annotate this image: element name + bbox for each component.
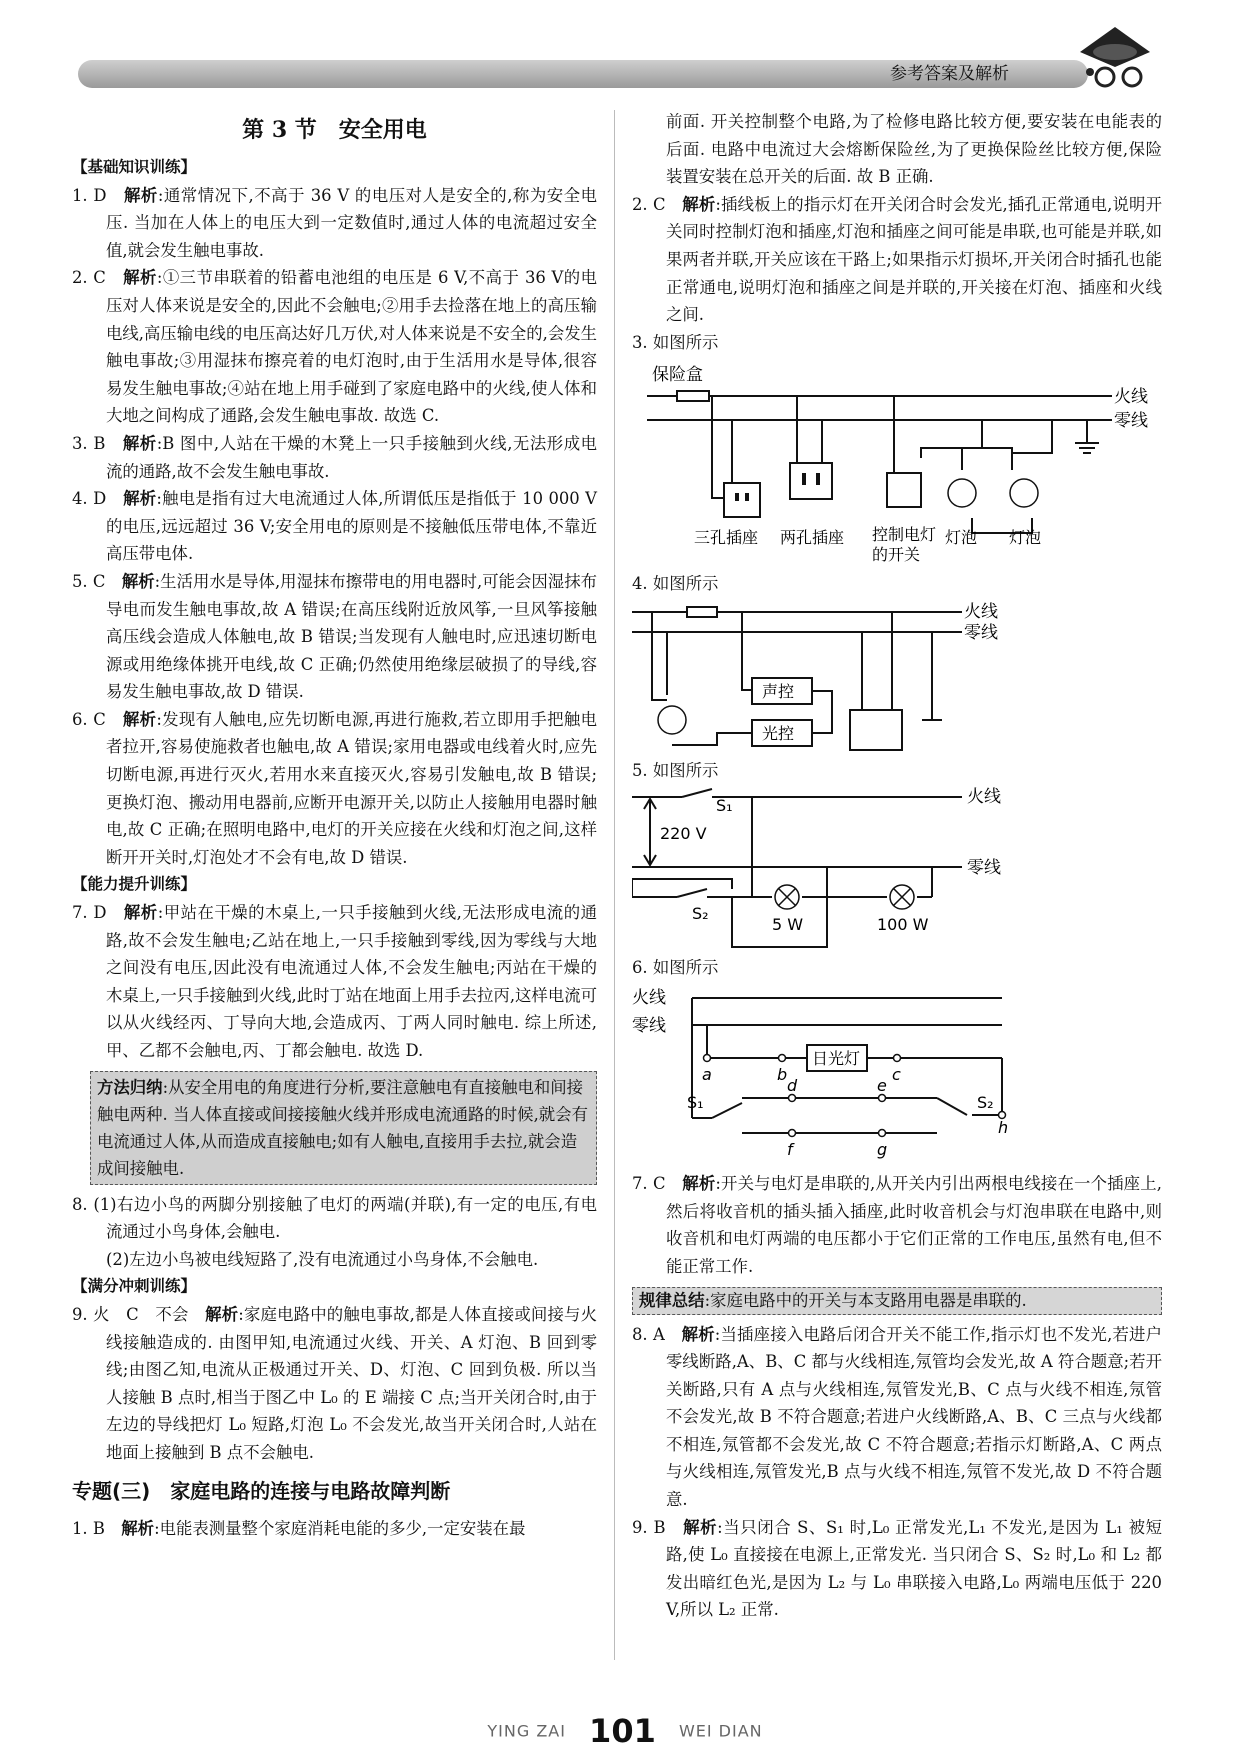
- fig4-light-control: 光控: [762, 723, 795, 743]
- fig6-s2-label: S₂: [977, 1093, 994, 1113]
- fig3-label-lamp-2: 灯泡: [1009, 528, 1042, 548]
- section-sprint: 【满分冲刺训练】: [72, 1277, 197, 1296]
- fig6-point-h: h: [998, 1118, 1009, 1138]
- fig5-power-1: 5 W: [772, 914, 804, 934]
- answer-2: 2. C 解析:①三节串联着的铅蓄电池组的电压是 6 V,不高于 36 V的电压对人体来说是安全的,因此不会触电;②用手去捡落在地上的高压输电线,高压输电线的电压高达好几万伏,对人体来说是不安全的,会发生触电事故;③用湿抹布擦亮着的电灯泡时,由于生活用水是导体,很容易发生触电事故;④站在地上用手碰到了家庭电路中的火线,使人体和大地之间构成了通路,会发生触电事故. 故选 C.: [72, 268, 598, 426]
- topic-answer-4: 4. 如图所示: [632, 574, 719, 594]
- header-title: 参考答案及解析: [890, 64, 1009, 84]
- column-divider: [614, 110, 615, 1660]
- topic-answer-9: 9. B 解析:当只闭合 S、S₁ 时,L₀ 正常发光,L₁ 不发光,是因为 L₁ 被短路,使 L₀ 直接接在电源上,正常发光. 当只闭合 S、S₂ 时,L₀ 和 L₂ 都发出暗红色光,是因为 L₂ 与 L₀ 串联接入电路,L₀ 两端电压低于 220 V,所以 L₂ 正常.: [632, 1517, 1162, 1620]
- fig6-point-d: d: [787, 1076, 798, 1096]
- answer-7: 7. D 解析:甲站在干燥的木桌上,一只手接触到火线,无法形成电流的通路,故不会发生触电;乙站在地上,一只手接触到零线,因为零线与大地之间没有电压,因此没有电流通过人体,不会发生触电;丙站在干燥的木桌上,一只手接触到火线,此时丁站在地面上用手去拉丙,这样电流可以从火线经丙、丁导向大地,会造成丙、丁两人同时触电. 综上所述,甲、乙都不会触电,丙、丁都会触电. 故选 D.: [72, 903, 597, 1060]
- fig3-label-switch-b: 的开关: [872, 545, 921, 565]
- fig3-fuse-box-label: 保险盒: [652, 365, 703, 386]
- page-header: [0, 0, 1250, 110]
- answer-8-part2: (2)左边小鸟被电线短路了,没有电流通过小鸟身体,不会触电.: [106, 1249, 539, 1269]
- figure-6-circuit: [632, 983, 1162, 1168]
- fig3-live-label: 火线: [1114, 387, 1148, 408]
- fig4-neutral-label: 零线: [964, 622, 998, 643]
- fig5-power-2: 100 W: [877, 914, 929, 934]
- footer-left: YING ZAI: [487, 1721, 566, 1741]
- topic-title: 专题(三) 家庭电路的连接与电路故障判断: [72, 1478, 451, 1503]
- topic-answer-2: 2. C 解析:插线板上的指示灯在开关闭合时会发光,插孔正常通电,说明开关同时控制灯泡和插座,灯泡和插座之间可能是串联,也可能是并联,如果两者并联,开关应该在干路上;如果指示灯损坏,开关闭合时插孔也能正常通电,说明灯泡和插座之间是并联的,开关接在灯泡、插座和火线之间.: [632, 194, 1162, 325]
- topic-answer-6: 6. 如图所示: [632, 957, 719, 977]
- rule-box: 规律总结:家庭电路中的开关与本支路用电器是串联的.: [632, 1287, 1162, 1315]
- fig5-s2-label: S₂: [692, 903, 709, 923]
- three-hole-socket-icon: [724, 483, 760, 517]
- fig3-neutral-label: 零线: [1114, 411, 1148, 432]
- right-column: [632, 108, 1162, 1624]
- header-logo-icon: [1070, 22, 1170, 92]
- section-basic: 【基础知识训练】: [72, 158, 197, 176]
- topic-answer-3: 3. 如图所示: [632, 332, 719, 352]
- fuse-icon: [687, 607, 717, 617]
- section-ability: 【能力提升训练】: [72, 875, 197, 894]
- section-title: 第 3 节 安全用电: [242, 117, 427, 143]
- answer-3: 3. B 解析:B 图中,人站在干燥的木凳上一只手接触到火线,无法形成电流的通路,故不会发生触电事故.: [72, 433, 597, 481]
- page-number: 101: [589, 1712, 656, 1750]
- topic-answer-1: 1. B 解析:电能表测量整个家庭消耗电能的多少,一定安装在最: [72, 1518, 526, 1538]
- fig4-live-label: 火线: [964, 601, 998, 622]
- fig3-label-switch-a: 控制电灯: [872, 525, 937, 545]
- fig5-s1-label: S₁: [716, 795, 733, 815]
- lamp-icon: [948, 479, 1038, 507]
- fig6-live-label: 火线: [632, 988, 666, 1009]
- answer-1: 1. D 解析:通常情况下,不高于 36 V 的电压对人是安全的,称为安全电压. 当加在人体上的电压大到一定数值时,通过人体的电流超过安全值,就会发生触电事故.: [72, 185, 598, 260]
- fuse-icon: [677, 391, 709, 401]
- fig6-point-a: a: [702, 1065, 712, 1085]
- lamp-icon: [658, 706, 686, 734]
- fig3-label-two-hole: 两孔插座: [780, 528, 845, 548]
- figure-4-circuit: [632, 600, 1162, 755]
- fig5-voltage-label: 220 V: [660, 823, 707, 843]
- topic-answer-1-cont: 前面. 开关控制整个电路,为了检修电路比较方便,要安装在电能表的后面. 电路中电流过大会熔断保险丝,为了更换保险丝比较方便,保险装置安装在总开关的后面. 故 B 正确.: [666, 112, 1162, 187]
- method-box: 方法归纳:从安全用电的角度进行分析,要注意触电有直接触电和间接触电两种. 当人体直接或间接接触火线并形成电流通路的时候,就会有电流通过人体,从而造成直接触电;如有人触电,直接用手去拉,就会造成间接触电.: [90, 1071, 597, 1185]
- answer-4: 4. D 解析:触电是指有过大电流通过人体,所谓低压是指低于 10 000 V 的电压,远远超过 36 V;安全用电的原则是不接触低压带电体,不靠近高压带电体.: [72, 489, 598, 564]
- figure-3-circuit: [632, 358, 1162, 568]
- fig4-sound-control: 声控: [762, 681, 795, 701]
- fig3-label-lamp-1: 灯泡: [945, 528, 978, 548]
- left-column: [72, 100, 597, 1542]
- fig6-neutral-label: 零线: [632, 1016, 666, 1037]
- fig6-point-c: c: [892, 1065, 901, 1085]
- fig5-live-label: 火线: [967, 786, 1001, 807]
- fig6-point-g: g: [877, 1140, 888, 1160]
- figure-5-circuit: [632, 787, 1162, 952]
- answer-8-part1: 8. (1)右边小鸟的两脚分别接触了电灯的两端(并联),有一定的电压,有电流通过小鸟身体,会触电.: [72, 1194, 597, 1242]
- topic-answer-5: 5. 如图所示: [632, 760, 719, 780]
- fig6-point-b: b: [777, 1065, 788, 1085]
- footer-right: WEI DIAN: [678, 1721, 763, 1741]
- page-footer: [0, 1712, 1250, 1750]
- fig6-lamp-label: 日光灯: [812, 1049, 861, 1069]
- two-hole-socket-icon: [790, 463, 832, 499]
- topic-answer-8: 8. A 解析:当插座接入电路后闭合开关不能工作,指示灯也不发光,若进户零线断路,A、B、C 都与火线相连,氖管均会发光,故 A 符合题意;若开关断路,只有 A 点与火线相连,氖管发光,B、C 点与火线不相连,氖管不会发光,故 B 不符合题意;若进户火线断路,A、B、C 三点与火线都不相连,氖管都不会发光,故 C 不符合题意;若指示灯断路,A、C 两点与火线相连,氖管发光,B 点与火线不相连,氖管不发光,故 D 不符合题意.: [632, 1324, 1162, 1510]
- light-switch-icon: [887, 473, 921, 507]
- answer-9: 9. 火 C 不会 解析:家庭电路中的触电事故,都是人体直接或间接与火线接触造成的. 由图甲知,电流通过火线、开关、A 灯泡、B 回到零线;由图乙知,电流从正极通过开关、D、灯泡、C 回到负极. 所以当人接触 B 点时,相当于图乙中 L₀ 的 E 端接 C 点;当开关闭合时,由于左边的导线把灯 L₀ 短路,灯泡 L₀ 不会发光,故当开关闭合时,人站在地面上接触到 B 点不会触电.: [72, 1304, 598, 1462]
- fig5-neutral-label: 零线: [967, 857, 1001, 878]
- fig6-point-e: e: [877, 1076, 887, 1096]
- topic-answer-7: 7. C 解析:开关与电灯是串联的,从开关内引出两根电线接在一个插座上,然后将收音机的插头插入插座,此时收音机会与灯泡串联在电路中,则收音机和电灯两端的电压都小于它们正常的工作电压,虽然有电,但不能正常工作.: [632, 1174, 1162, 1276]
- three-hole-socket-icon: [850, 710, 902, 750]
- answer-6: 6. C 解析:发现有人触电,应先切断电源,再进行施救,若立即用手把触电者拉开,容易使施救者也触电,故 A 错误;家用电器或电线着火时,应先切断电源,再进行灭火,若用水来直接灭火,容易引发触电,故 B 错误;更换灯泡、搬动用电器前,应断开电源开关,以防止人接触用电器时触电,故 C 正确;在照明电路中,电灯的开关应接在火线和灯泡之间,这样断开开关时,灯泡处才不会有电,故 D 错误.: [72, 709, 597, 867]
- answer-5: 5. C 解析:生活用水是导体,用湿抹布擦带电的用电器时,可能会因湿抹布导电而发生触电事故,故 A 错误;在高压线附近放风筝,一旦风筝接触高压线会造成人体触电,故 B 错误;当发现有人触电时,应迅速切断电源或用绝缘体挑开电线,故 C 正确;仍然使用绝缘层破损了的导线,容易发生触电事故,故 D 错误.: [72, 571, 598, 702]
- fig6-s1-label: S₁: [687, 1093, 704, 1113]
- fig3-label-three-hole: 三孔插座: [694, 528, 759, 548]
- fig6-point-f: f: [787, 1140, 793, 1160]
